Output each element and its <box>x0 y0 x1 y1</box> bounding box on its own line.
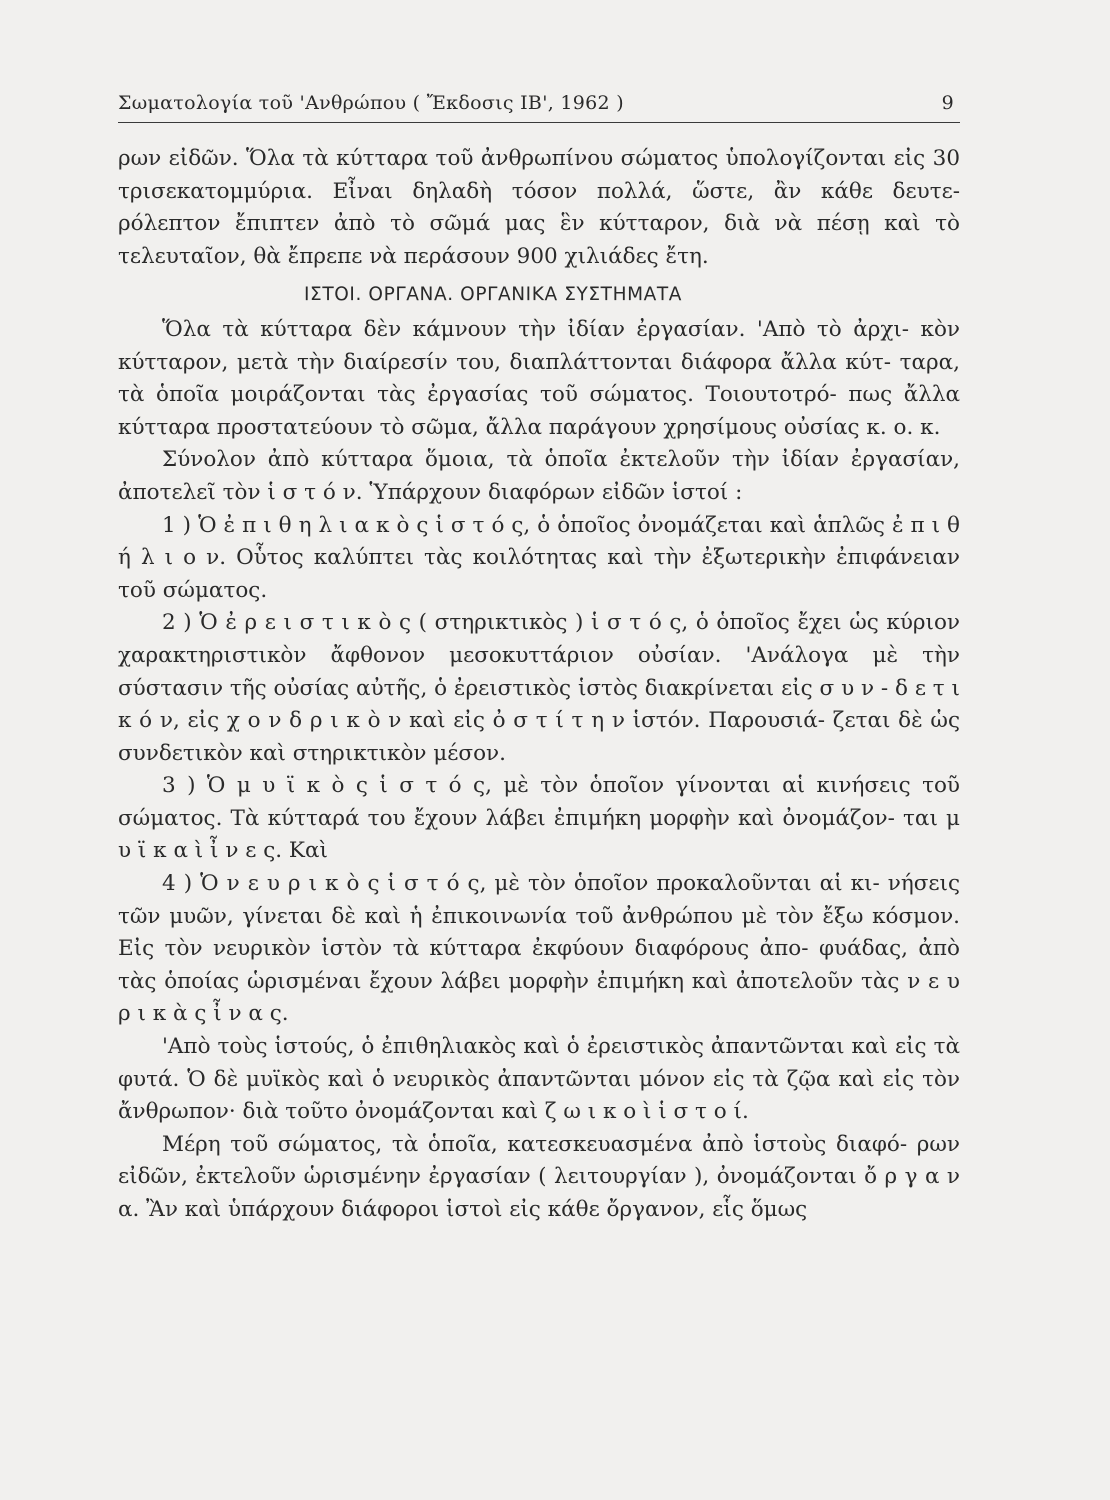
text-line: κὸν κύτταρον, μετὰ τὴν διαίρεσίν του, διαπλάττονται διάφορα ἄλλα κύτ- <box>118 316 960 375</box>
text-line: 4 ) Ὁ ν ε υ ρ ι κ ὸ ς ἱ σ τ ό ς, μὲ τὸν ὁποῖον προκαλοῦνται αἱ κι- <box>162 871 880 897</box>
paragraph <box>118 868 960 1031</box>
text-line: Σύνολον ἀπὸ κύτταρα ὅμοια, τὰ ὁποῖα ἐκτελοῦν τὴν ἰδίαν ἐργασίαν, <box>162 447 960 473</box>
text-line: σώματος. Τὰ κύτταρά του ἔχουν λάβει ἐπιμήκη μορφὴν καὶ ὀνομάζον- <box>118 805 895 831</box>
text-line: 30 τρισεκατομμύρια. Εἶναι δηλαδὴ τόσον πολλά, ὥστε, ἂν κάθε δευτε- <box>118 146 961 204</box>
text-line: εἰς τὰ φυτά. Ὁ δὲ μυϊκὸς καὶ ὁ νευρικὸς ἀπαντῶνται μόνον εἰς τὰ ζῷα <box>118 1034 961 1092</box>
text-line: πως ἄλλα κύτταρα προστατεύουν τὸ σῶμα, ἄλλα παράγουν χρησίμους <box>118 382 960 440</box>
paragraph <box>118 444 960 509</box>
text-line: ἐπιφάνειαν τοῦ σώματος. <box>118 545 961 603</box>
running-header <box>118 86 960 123</box>
paragraph <box>118 143 960 273</box>
text-line: φυάδας, ἀπὸ τὰς ὁποίας ὡρισμέναι ἔχουν λάβει μορφὴν ἐπιμήκη καὶ <box>118 936 960 994</box>
text-line: ρων εἰδῶν, ἐκτελοῦν ὡρισμένην ἐργασίαν ( λειτουργίαν ), ὀνομάζονται <box>118 1131 960 1190</box>
text-line: Μέρη τοῦ σώματος, τὰ ὁποῖα, κατεσκευασμένα ἀπὸ ἱστοὺς διαφό- <box>162 1131 908 1157</box>
text-line: τελευταῖον, θὰ ἔπρεπε νὰ περάσουν 900 χιλιάδες ἔτη. <box>118 243 709 269</box>
paragraph <box>118 510 960 608</box>
text-line: καὶ εἰς τὸν ἄνθρωπον· διὰ τοῦτο ὀνομάζονται καὶ ζ ω ι κ ο ὶ ἱ σ τ ο ί. <box>118 1066 960 1125</box>
paragraph <box>118 1129 960 1227</box>
text-line: ὄ ρ γ α ν α. Ἂν καὶ ὑπάρχουν διάφοροι ἱστοὶ εἰς κάθε ὄργανον, εἷς ὅμως <box>118 1164 960 1222</box>
text-line: Ὅλα τὰ κύτταρα δὲν κάμνουν τὴν ἰδίαν ἐργασίαν. 'Απὸ τὸ ἀρχι- <box>162 316 910 342</box>
text-line: οὐσίας κ. ο. κ. <box>783 414 941 440</box>
text-line: νήσεις τῶν μυῶν, γίνεται δὲ καὶ ἡ ἐπικοινωνία τοῦ ἀνθρώπου μὲ τὸν ἔξω <box>118 871 960 929</box>
text-line: ταρα, τὰ ὁποῖα μοιράζονται τὰς ἐργασίας τοῦ σώματος. Τοιουτοτρό- <box>118 349 961 408</box>
text-line: κύριον χαρακτηριστικὸν ἄφθονον μεσοκυττάριον οὐσίαν. 'Ανάλογα μὲ <box>118 610 960 668</box>
page-body <box>118 143 960 1227</box>
text-line: 1 ) Ὁ ἐ π ι θ η λ ι α κ ὸ ς ἱ σ τ ό ς, ὁ ὁποῖος ὀνομάζεται καὶ ἁπλῶς <box>162 512 885 538</box>
paragraph <box>118 314 960 444</box>
text-line: ζεται δὲ ὡς συνδετικὸν καὶ στηρικτικὸν μέσον. <box>118 708 960 766</box>
text-line: ρων εἰδῶν. Ὅλα τὰ κύτταρα τοῦ ἀνθρωπίνου σώματος ὑπολογίζονται εἰς <box>118 146 926 171</box>
page-number: 9 <box>941 92 954 114</box>
text-line: ἀποτελεῖ τὸν ἱ σ τ ό ν. Ὑπάρχουν διαφόρων εἰδῶν ἱστοί : <box>118 479 743 505</box>
text-line: δ ε τ ι κ ό ν, εἰς χ ο ν δ ρ ι κ ὸ ν καὶ εἰς ὀ σ τ ί τ η ν ἱστόν. Παρουσιά- <box>118 675 960 734</box>
text-line: ρόλεπτον ἔπιπτεν ἀπὸ τὸ σῶμά μας ἓν κύτταρον, διὰ νὰ πέσῃ καὶ τὸ <box>118 211 960 237</box>
text-line: 3 ) Ὁ μ υ ϊ κ ὸ ς ἱ σ τ ό ς, μὲ τὸν ὁποῖον γίνονται αἱ κινήσεις τοῦ <box>162 773 960 799</box>
text-line: τὴν σύστασιν τῆς οὐσίας αὐτῆς, ὁ ἐρειστικὸς ἱστὸς διακρίνεται εἰς σ υ ν - <box>118 642 960 701</box>
paragraph <box>118 607 960 770</box>
text-line: 'Απὸ τοὺς ἱστούς, ὁ ἐπιθηλιακὸς καὶ ὁ ἐρειστικὸς ἀπαντῶνται καὶ <box>162 1034 888 1060</box>
text-line: κόσμον. Εἰς τὸν νευρικὸν ἱστὸν τὰ κύτταρα ἐκφύουν διαφόρους ἀπο- <box>118 903 960 962</box>
paragraph <box>118 1031 960 1129</box>
text-line: 2 ) Ὁ ἐ ρ ε ι σ τ ι κ ὸ ς ( στηρικτικὸς ) ἱ σ τ ό ς, ὁ ὁποῖος ἔχει ὡς <box>162 610 879 636</box>
text-line: ἐ π ι θ ή λ ι ο ν. Οὗτος καλύπτει τὰς κοιλότητας καὶ τὴν ἐξωτερικὴν <box>118 512 960 571</box>
paragraph <box>118 770 960 868</box>
text-line: ἀποτελοῦν τὰς ν ε υ ρ ι κ ὰ ς ἶ ν α ς. <box>118 968 960 1027</box>
section-heading: ΙΣΤΟΙ. ΟΡΓΑΝΑ. ΟΡΓΑΝΙΚΑ ΣΥΣΤΗΜΑΤΑ <box>304 284 683 306</box>
text-line: ται μ υ ϊ κ α ὶ ἶ ν ε ς. Καὶ <box>118 805 960 864</box>
running-title: Σωματολογία τοῦ 'Ανθρώπου ( Ἔκδοσις ΙΒ', 1962 ) <box>118 92 625 114</box>
